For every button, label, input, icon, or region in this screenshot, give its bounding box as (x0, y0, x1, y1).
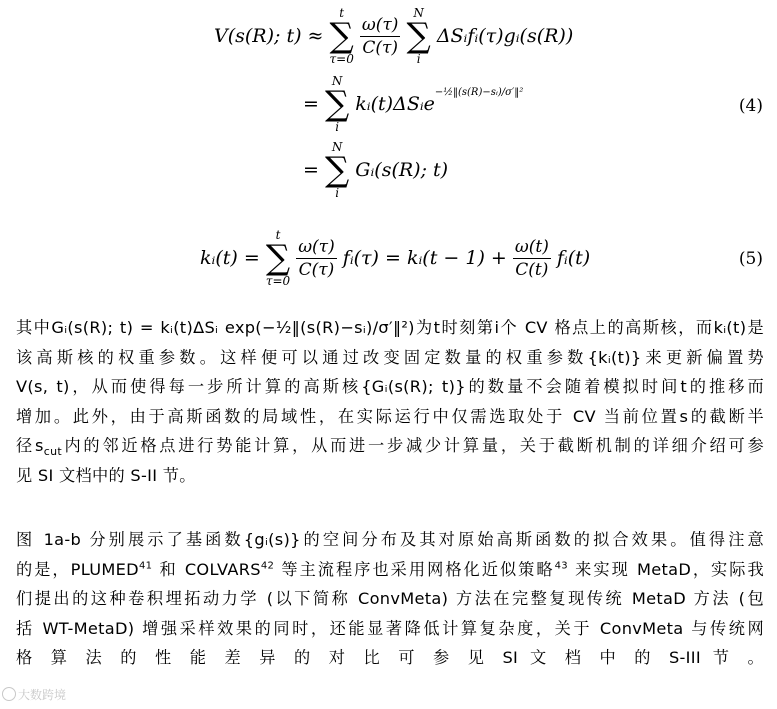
watermark (2, 686, 66, 703)
eq4-sum2-lower: i (416, 52, 421, 66)
para1-line5-sub: cut (43, 445, 62, 459)
para2-line3: 们提出的这种卷积埋拓动力学 (以下简称 ConvMeta) 方法在完整复现传统 MetaD 方法 (包 (16, 589, 764, 608)
para2-line2 (16, 555, 764, 585)
para2-line2-c: 等主流程序也采用网格化近似策略 (274, 559, 555, 579)
eq4-sum4-upper: N (331, 140, 343, 154)
eq5-sum-lower: τ=0 (265, 274, 291, 288)
eq4-line3 (303, 140, 448, 200)
eq5-frac2 (513, 236, 551, 281)
paragraph-2 (16, 525, 764, 673)
eq4-term1: ΔSᵢfᵢ(τ)gᵢ(s(R)) (436, 25, 574, 47)
eq4-sum3-lower: i (335, 120, 340, 134)
para1-line6: 见 SI 文档中的 S-II 节。 (16, 465, 196, 485)
eq5-mid: fᵢ(τ) = kᵢ(t − 1) + (342, 247, 507, 269)
eq4-line3-equals: = (303, 159, 319, 181)
para2-line2-d: 来实现 MetaD，实际我 (567, 559, 764, 579)
eq4-exponent: −½‖(s(R)−sᵢ)/σ′‖² (434, 87, 524, 98)
eq5-frac2-num: ω(t) (514, 236, 549, 257)
watermark-logo-icon (2, 687, 16, 701)
eq4-frac1-num: ω(τ) (361, 14, 399, 35)
para1-line3: V(s, t)，从而使得每一步所计算的高斯核{Gᵢ(s(R); t)}的数量不会随着模拟时间t的推移而 (16, 377, 764, 396)
eq5-frac1 (296, 236, 337, 281)
para1-line2: 该高斯核的权重参数。这样便可以通过改变固定数量的权重参数{kᵢ(t)}来更新偏置势 (16, 347, 764, 367)
para1-line4: 增加。此外，由于高斯函数的局域性，在实际运行中仅需选取处于 CV 当前位置s的截断半 (16, 406, 764, 426)
para2-line2-b: 和 COLVARS (152, 559, 261, 579)
eq5-number: (5) (738, 249, 763, 269)
para2-line1: 图 1a-b 分别展示了基函数{gᵢ(s)}的空间分布及其对原始高斯函数的拟合效果。值得注意 (16, 530, 764, 549)
eq4-sum3-upper: N (331, 74, 343, 88)
citation-41: 41 (138, 560, 153, 572)
para1-line5-rest: 内的邻近格点进行势能计算，从而进一步减少计算量，关于截断机制的详细介绍可参 (61, 436, 764, 455)
eq4-sum1: t ∑ τ=0 (329, 6, 354, 66)
eq4-sum1-upper: t (339, 6, 345, 20)
eq5-lhs: kᵢ(t) = (200, 247, 260, 269)
para1-line5-start: 径s (16, 436, 44, 455)
eq4-sum3: N ∑ i (324, 74, 350, 134)
eq4-line1 (214, 6, 573, 66)
para2-line5: 格 算 法 的 性 能 差 异 的 对 比 可 参 见 SI 文 档 中 的 S-III 节 。 (16, 648, 764, 667)
eq4-sum1-lower: τ=0 (329, 52, 354, 66)
citation-42: 42 (260, 560, 275, 572)
eq5-line (200, 228, 590, 288)
para1-line1: 其中Gᵢ(s(R); t) = kᵢ(t)ΔSᵢ exp(−½‖(s(R)−sᵢ)/σ′‖²)为t时刻第i个 CV 格点上的高斯核，而kᵢ(t)是 (16, 318, 764, 337)
eq5-sum: t ∑ τ=0 (265, 228, 291, 288)
eq5-tail: fᵢ(t) (556, 247, 591, 269)
eq4-lhs: V(s(R); t) ≈ (214, 25, 324, 47)
eq4-term3: Gᵢ(s(R); t) (355, 159, 449, 181)
eq4-number: (4) (738, 96, 763, 116)
para2-line4: 括 WT-MetaD) 增强采样效果的同时，还能显著降低计算复杂度，关于 ConvMeta 与传统网 (16, 618, 764, 638)
eq5-frac1-den: C(τ) (298, 259, 335, 280)
paragraph-1 (16, 313, 764, 490)
eq4-term2: kᵢ(t)ΔSᵢe (355, 93, 435, 115)
eq5-frac1-num: ω(τ) (298, 236, 335, 257)
para2-line2-a: 的是，PLUMED (16, 559, 139, 579)
eq4-sum2: N ∑ i (406, 6, 431, 66)
eq4-frac1 (360, 14, 401, 59)
eq4-sum2-upper: N (413, 6, 424, 20)
para1-line5 (16, 431, 764, 461)
eq5-sum-upper: t (275, 228, 281, 242)
eq4-frac1-den: C(τ) (362, 37, 398, 58)
eq4-sum4-lower: i (335, 186, 340, 200)
eq5-frac2-den: C(t) (515, 259, 549, 280)
eq4-sum4: N ∑ i (324, 140, 350, 200)
watermark-text: 大数跨境 (18, 688, 67, 702)
eq4-line2-equals: = (303, 93, 319, 115)
eq4-line2 (303, 74, 523, 134)
citation-43: 43 (554, 560, 568, 572)
